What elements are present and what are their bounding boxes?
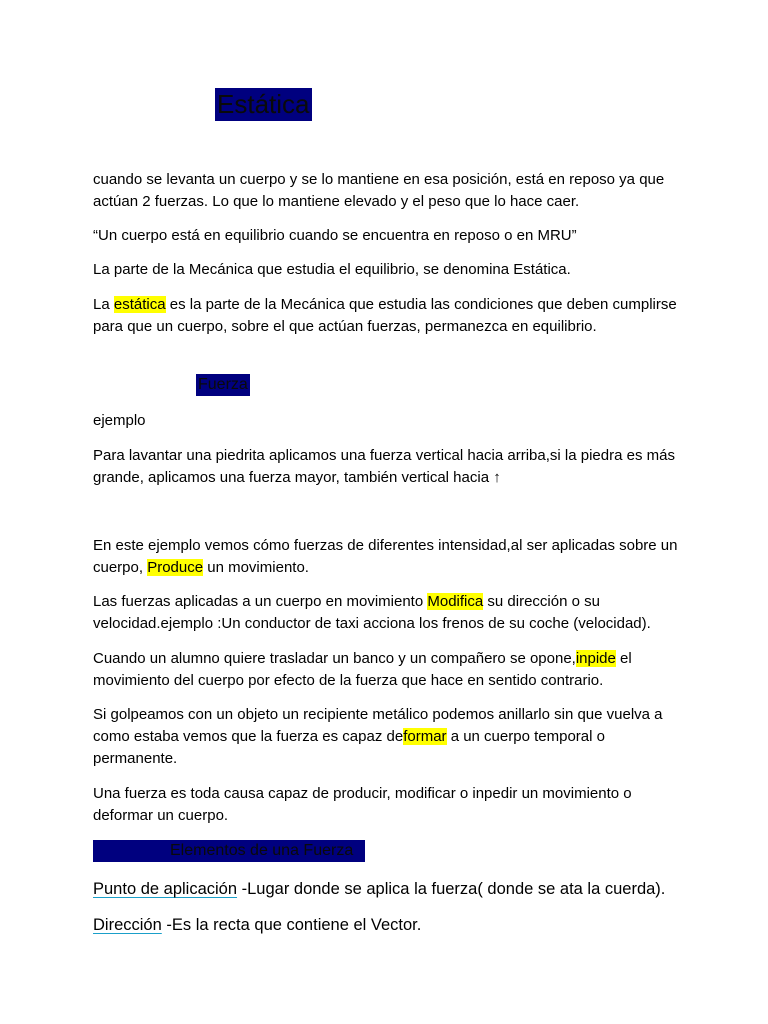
paragraph-modifica — [93, 591, 683, 635]
paragraph-text: cuando se levanta un cuerpo y se lo mantiene en esa posición, está en reposo ya que actúan 2 fuerzas. Lo que lo mantiene elevado y el peso que lo hace caer. — [93, 171, 665, 210]
paragraph-text: ejemplo — [93, 412, 146, 429]
paragraph-definicion — [93, 783, 683, 827]
paragraph-deformar — [93, 704, 683, 770]
paragraph-piedrita — [93, 445, 683, 489]
paragraph-estatica-def — [93, 259, 683, 281]
paragraph-text: a un cuerpo temporal o permanente. — [93, 728, 605, 767]
paragraph-punto-aplicacion — [93, 878, 683, 900]
paragraph-text: En este ejemplo vemos cómo fuerzas de diferentes intensidad,al ser aplicadas sobre un cuerpo, — [93, 537, 678, 576]
term-punto-aplicacion: Punto de aplicación — [93, 880, 238, 898]
quote-text: “Un cuerpo está en equilibrio cuando se encuentra en reposo o en MRU” — [93, 227, 577, 244]
paragraph-text: -Lugar donde se aplica la fuerza( donde se ata la cuerda). — [237, 880, 666, 898]
paragraph-text: un movimiento. — [203, 559, 309, 576]
section-heading-fuerza: Fuerza — [196, 374, 250, 396]
highlighted-word: Produce — [147, 559, 204, 576]
paragraph-text: La — [93, 296, 114, 313]
page-title: Estática — [217, 89, 310, 119]
paragraph-intro — [93, 169, 683, 213]
paragraph-estatica — [93, 294, 683, 338]
highlighted-word: formar — [403, 728, 447, 745]
paragraph-text: Para lavantar una piedrita aplicamos una fuerza vertical hacia arriba,si la piedra es más grande, aplicamos una fuerza mayor, también vertical hacia ↑ — [93, 447, 675, 486]
paragraph-produce — [93, 535, 683, 579]
paragraph-text: Las fuerzas aplicadas a un cuerpo en movimiento — [93, 593, 428, 610]
paragraph-text: -Es la recta que contiene el Vector. — [161, 916, 422, 934]
paragraph-text: Cuando un alumno quiere trasladar un banco y un compañero se opone, — [93, 650, 576, 667]
paragraph-ejemplo — [93, 410, 683, 432]
paragraph-direccion — [93, 914, 683, 936]
paragraph-text: el movimiento del cuerpo por efecto de la fuerza que hace en sentido contrario. — [93, 650, 632, 689]
term-direccion: Dirección — [93, 916, 162, 934]
paragraph-quote — [93, 225, 683, 247]
paragraph-text: La parte de la Mecánica que estudia el equilibrio, se denomina Estática. — [93, 261, 571, 278]
paragraph-text: Una fuerza es toda causa capaz de producir, modificar o inpedir un movimiento o deformar un cuerpo. — [93, 785, 632, 824]
paragraph-text: es la parte de la Mecánica que estudia las condiciones que deben cumplirse para que un cuerpo, sobre el que actúan fuerzas, permanezca en equilibrio. — [93, 296, 677, 335]
highlighted-word: Modifica — [427, 593, 484, 610]
paragraph-text: Si golpeamos con un objeto un recipiente metálico podemos anillarlo sin que vuelva a como estaba vemos que la fuerza es capaz de — [93, 706, 663, 745]
highlighted-word: estática — [113, 296, 166, 313]
paragraph-inpide — [93, 648, 683, 692]
section-heading-elementos: Elementos de una Fuerza — [93, 840, 365, 862]
paragraph-text: su dirección o su velocidad.ejemplo :Un conductor de taxi acciona los frenos de su coche (velocidad). — [93, 593, 651, 632]
highlighted-word: inpide — [575, 650, 616, 667]
